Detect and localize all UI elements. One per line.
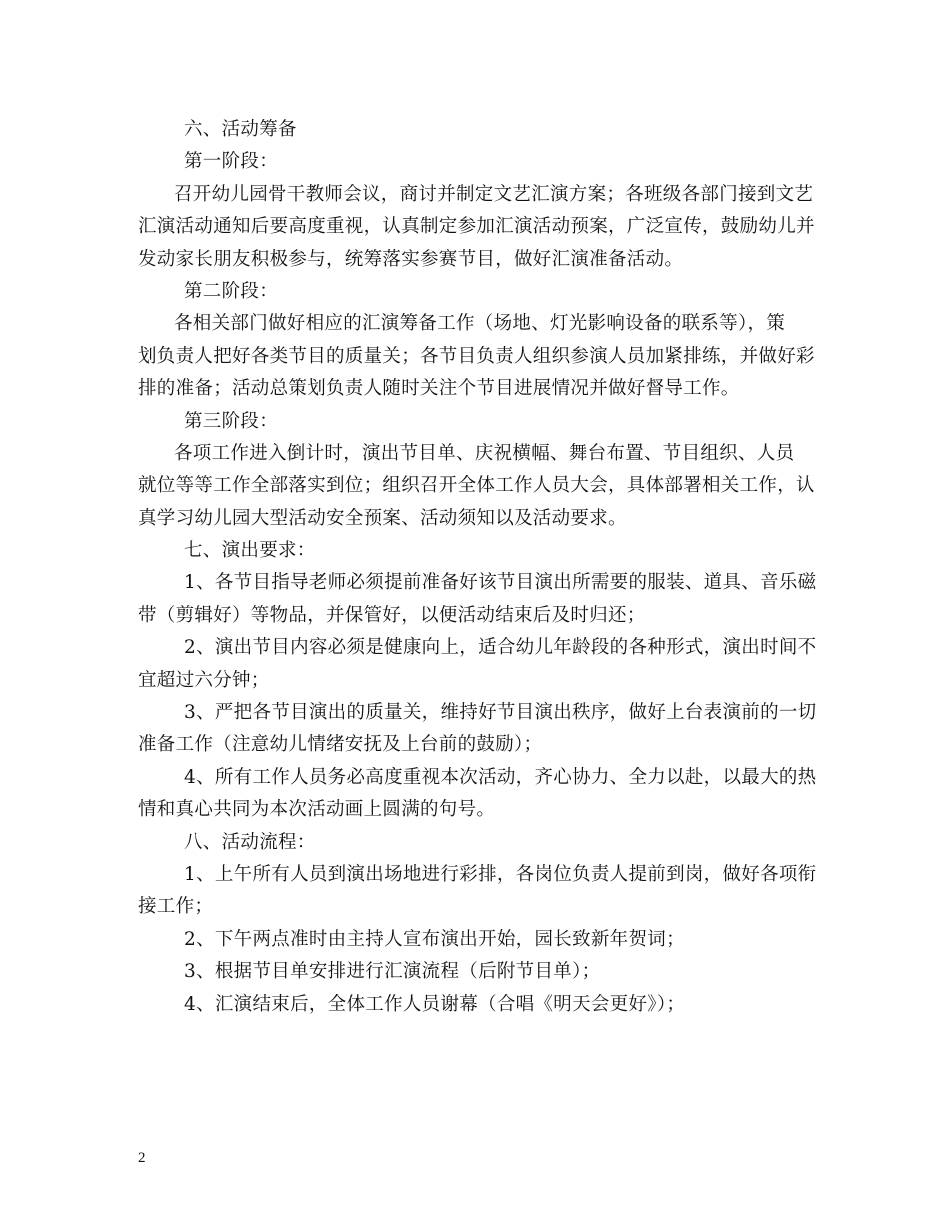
paragraph-line: 召开幼儿园骨干教师会议，商讨并制定文艺汇演方案；各班级各部门接到文艺 <box>174 183 814 205</box>
section-heading-preparation: 六、活动筹备 <box>184 119 297 140</box>
document-body <box>138 114 818 1021</box>
list-item-line: 情和真心共同为本次活动画上圆满的句号。 <box>138 799 496 821</box>
stage-two-heading: 第二阶段： <box>184 280 279 302</box>
stage-three-heading: 第三阶段： <box>184 410 279 432</box>
stage-one-heading: 第一阶段： <box>184 151 279 173</box>
list-item-line: 3、严把各节目演出的质量关，维持好节目演出秩序，做好上台表演前的一切 <box>184 702 817 724</box>
list-item-line: 带（剪辑好）等物品，并保管好，以便活动结束后及时归还； <box>138 604 646 626</box>
list-item-line: 3、根据节目单安排进行汇演流程（后附节目单）； <box>184 961 601 983</box>
paragraph-line: 各相关部门做好相应的汇演筹备工作（场地、灯光影响设备的联系等），策 <box>174 313 786 335</box>
list-item-line: 1、上午所有人员到演出场地进行彩排，各岗位负责人提前到岗，做好各项衔 <box>184 863 817 885</box>
list-item-line: 宜超过六分钟； <box>138 669 270 691</box>
list-item-line: 2、下午两点准时由主持人宣布演出开始，园长致新年贺词； <box>184 928 685 950</box>
section-heading-performance-requirements: 七、演出要求： <box>184 540 316 562</box>
list-item-line: 2、演出节目内容必须是健康向上，适合幼儿年龄段的各种形式，演出时间不 <box>184 637 817 659</box>
paragraph-line: 就位等等工作全部落实到位；组织召开全体工作人员大会，具体部署相关工作，认 <box>138 475 815 497</box>
paragraph-line: 划负责人把好各类节目的质量关；各节目负责人组织参演人员加紧排练，并做好彩 <box>138 345 815 367</box>
paragraph-line: 发动家长朋友积极参与，统筹落实参赛节目，做好汇演准备活动。 <box>138 248 684 270</box>
paragraph-line: 真学习幼儿园大型活动安全预案、活动须知以及活动要求。 <box>138 507 627 529</box>
list-item-line: 4、汇演结束后，全体工作人员谢幕（合唱《明天会更好》）； <box>184 993 686 1015</box>
list-item-line: 1、各节目指导老师必须提前准备好该节目演出所需要的服装、道具、音乐磁 <box>184 572 817 594</box>
list-item-line: 接工作； <box>138 896 214 918</box>
list-item-line: 4、所有工作人员务必高度重视本次活动，齐心协力、全力以赴，以最大的热 <box>184 766 817 788</box>
paragraph-line: 各项工作进入倒计时，演出节目单、庆祝横幅、舞台布置、节目组织、人员 <box>174 442 795 464</box>
paragraph-line: 汇演活动通知后要高度重视，认真制定参加汇演活动预案，广泛宣传，鼓励幼儿并 <box>138 216 815 238</box>
paragraph-line: 排的准备；活动总策划负责人随时关注个节目进展情况并做好督导工作。 <box>138 378 740 400</box>
section-heading-activity-flow: 八、活动流程： <box>184 831 316 853</box>
page-number: 2 <box>138 1150 146 1166</box>
list-item-line: 准备工作（注意幼儿情绪安抚及上台前的鼓励）； <box>138 734 543 756</box>
